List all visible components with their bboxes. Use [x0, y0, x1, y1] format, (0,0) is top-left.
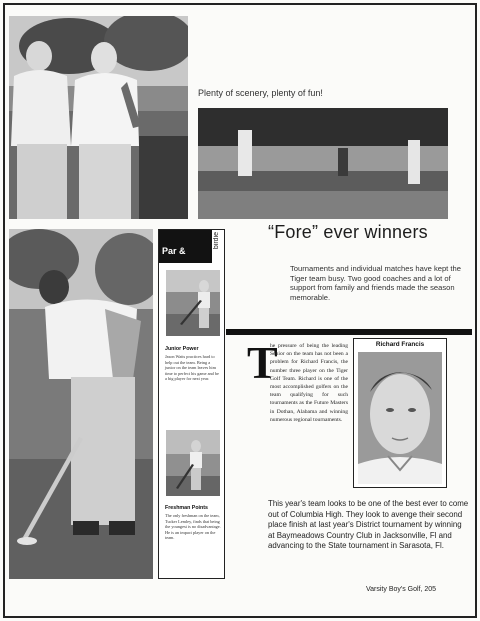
profile-name: Richard Francis [375, 341, 425, 348]
divider-rule [226, 329, 472, 335]
article-body: he pressure of being the leading Senior on the team has not been a problem for Richard Francis, the number three player on the Tiger Golf Team. Richard is one of the most accomplished golfers on the team qualifying for such tournaments as the Future Masters in Dothan, Alabama and winning numerous regional tournaments. [270, 343, 348, 423]
sidebar-header [159, 230, 226, 263]
sidebar-item-text: Jason Watts practices hard to help out the team. Being a junior on the team leaves him time to perfect his game and be a big player for next year. [165, 354, 219, 382]
page-folio: Varsity Boy's Golf, 205 [366, 586, 437, 593]
photo-freshman-points [166, 430, 220, 496]
profile-box [353, 338, 447, 488]
drop-cap: T [247, 337, 278, 388]
intro-paragraph: Tournaments and individual matches have kept the Tiger team busy. Two good coaches and a lot of support from family and friends made the season memorable. [290, 264, 461, 302]
headline: “Fore” ever winners [268, 222, 428, 242]
closing-paragraph: This year's team looks to be one of the best ever to come out of Columbia High. They look to avenge their second place finish at last year's District tournament by winning at Baymeadows Country Club in Jacksonville, Fl and advancing to the State tournament in Sarasota, Fl. [268, 499, 469, 551]
sidebar-item-text: The only freshman on the team, Tucker Lemley, finds that being the youngest is no disadvantage. He is an impact player on the team. [165, 513, 221, 541]
sidebar-heading-vertical: birdie [213, 232, 220, 250]
photo-caption-scenery: Plenty of scenery, plenty of fun! [198, 88, 323, 98]
sidebar-heading: Par & [162, 246, 186, 256]
photo-profile-portrait [358, 352, 442, 484]
photo-golfer-putting [9, 229, 153, 579]
photo-junior-power [166, 270, 220, 336]
photo-two-golfers [9, 16, 188, 219]
photo-golf-course [198, 108, 448, 219]
sidebar-item-title: Freshman Points [165, 505, 208, 511]
sidebar-item-title: Junior Power [165, 346, 199, 352]
sidebar-par-and-birdie [158, 229, 225, 579]
